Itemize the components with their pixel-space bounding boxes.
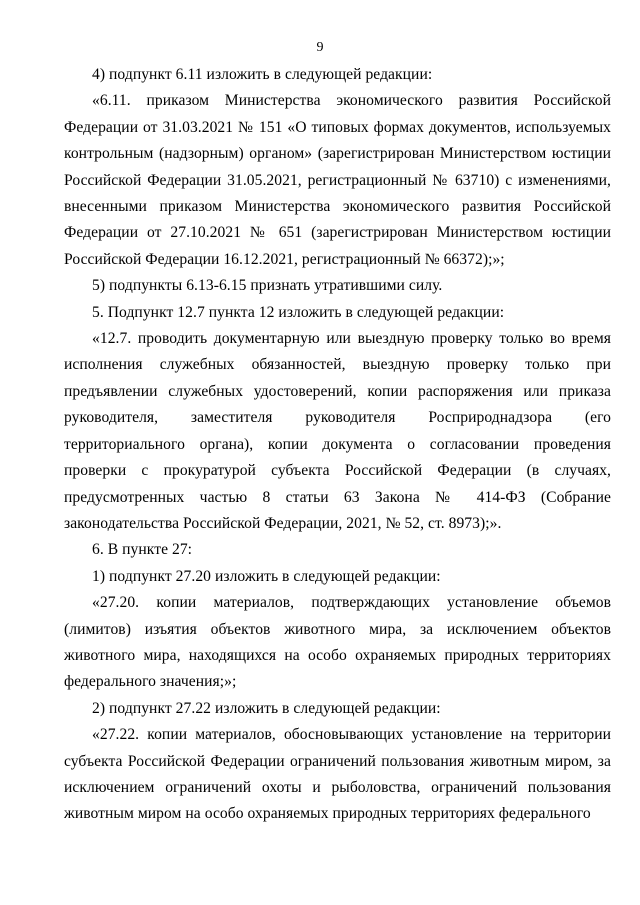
page-number: 9 xyxy=(316,40,324,55)
paragraph-27-20-text: «27.20. копии материалов, подтверждающих установление объемов (лимитов) изъятия объектов животного мира, за исключением объектов животного мира, находящихся на особо охраняемых природных территориях федерального значения;»; xyxy=(64,594,611,691)
paragraph-item-6: 6. В пункте 27: xyxy=(92,541,193,559)
paragraph-6-11-text: «6.11. приказом Министерства экономического развития Российской Федерации от 31.03.2021 № 151 «О типовых формах документов, используемых контрольным (надзорным) органом» (зарегистрирован Министерством юстиции Российской Федерации 31.05.2021, регистрационный № 63710) с изменениями, внесенными приказом Министерства экономического развития Российской Федерации от 27.10.2021 № 651 (зарегистрирован Министерством юстиции Российской Федерации 16.12.2021, регистрационный № 66372);»; xyxy=(64,92,611,268)
paragraph-subitem-5: 5) подпункты 6.13-6.15 признать утратившими силу. xyxy=(92,277,443,295)
paragraph-item-5: 5. Подпункт 12.7 пункта 12 изложить в следующей редакции: xyxy=(92,303,505,321)
paragraph-12-7-text: «12.7. проводить документарную или выездную проверку только во время исполнения служебных обязанностей, выездную проверку только при предъявлении служебных удостоверений, копии распоряжения или приказа руководителя, заместителя руководителя Росприроднадзора (его территориального органа), копии документа о согласовании проведения проверки с прокуратурой субъекта Российской Федерации (в случаях, предусмотренных частью 8 статьи 63 Закона № 414-ФЗ (Собрание законодательства Российской Федерации, 2021, № 52, ст. 8973);». xyxy=(64,330,611,532)
document-body xyxy=(64,62,611,828)
paragraph-subitem-2: 2) подпункт 27.22 изложить в следующей редакции: xyxy=(92,699,441,717)
paragraph-27-22-text: «27.22. копии материалов, обосновывающих установление на территории субъекта Российской Федерации ограничений пользования животным миром, за исключением ограничений охоты и рыболовства, ограничений пользования животным миром на особо охраняемых природных территориях федерального xyxy=(64,726,611,823)
paragraph-subitem-1: 1) подпункт 27.20 изложить в следующей редакции: xyxy=(92,567,441,585)
paragraph-subitem-4: 4) подпункт 6.11 изложить в следующей редакции: xyxy=(92,66,433,83)
